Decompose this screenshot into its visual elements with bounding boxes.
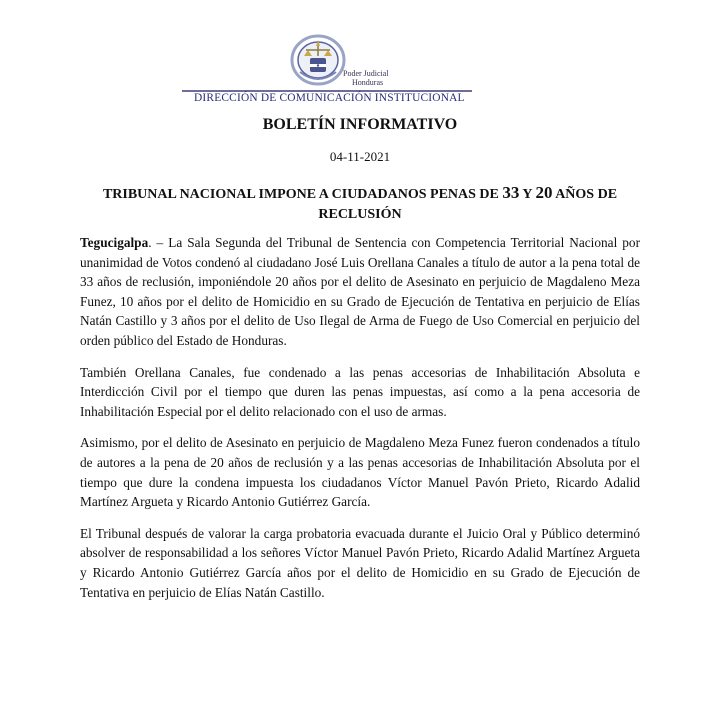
article-body [80, 233, 640, 614]
department-name: DIRECCIÓN DE COMUNICACIÓN INSTITUCIONAL [194, 92, 465, 104]
bulletin-title: BOLETÍN INFORMATIVO [262, 116, 458, 133]
judicial-seal-icon [286, 26, 350, 90]
headline-number-33: 33 [502, 183, 520, 202]
org-name-line1: Poder Judicial [343, 69, 389, 78]
paragraph-3: Asimismo, por el delito de Asesinato en perjuicio de Magdaleno Meza Funez fueron condenados a título de autores a la pena de 20 años de reclusión y a las penas accesorias de Inhabilitación Absoluta por el tiempo que dure la condena impuesta los ciudadanos Víctor Manuel Pavón Prieto, Ricardo Adalid Martínez Argueta y Ricardo Antonio Gutiérrez García. [80, 435, 640, 510]
bulletin-date: 04-11-2021 [329, 149, 391, 164]
dateline: Tegucigalpa [80, 235, 149, 250]
paragraph-1-text: . – La Sala Segunda del Tribunal de Sentencia con Competencia Territorial Nacional por unanimidad de Votos condenó al ciudadano José Luis Orellana Canales a título de autor a la pena total de 33 años de reclusión, imponiéndole 20 años por el delito de Asesinato en perjuicio de Magdaleno Meza Funez, 10 años por el delito de Homicidio en su Grado de Ejecución de Tentativa en perjuicio de Elías Natán Castillo y 3 años por el delito de Uso Ilegal de Arma de Fuego de Uso Comercial en perjuicio del orden público del Estado de Honduras. [80, 235, 640, 348]
paragraph-2: También Orellana Canales, fue condenado a las penas accesorias de Inhabilitación Absoluta e Interdicción Civil por el tiempo que duren las penas impuestas, así como a la pena accesoria de Inhabilitación Especial por el delito relacionado con el uso de armas. [80, 364, 640, 419]
letterhead [0, 0, 720, 108]
headline-part1: TRIBUNAL NACIONAL IMPONE A CIUDADANOS PENAS DE [102, 187, 503, 202]
paragraph-4: El Tribunal después de valorar la carga probatoria evacuada durante el Juicio Oral y Público determinó absolver de responsabilidad a los señores Víctor Manuel Pavón Prieto, Ricardo Adalid Martínez Argueta y Ricardo Antonio Gutiérrez García años por el delito de Homicidio en su Grado de Ejecución de Tentativa en perjuicio de Elías Natán Castillo. [80, 525, 640, 600]
paragraph-1 [80, 233, 640, 351]
headline [80, 183, 640, 225]
org-name-line2: Honduras [352, 78, 384, 87]
headline-number-20: 20 [535, 183, 553, 202]
headline-part2: AÑOS DE RECLUSIÓN [318, 187, 618, 222]
headline-mid: Y [519, 187, 536, 202]
